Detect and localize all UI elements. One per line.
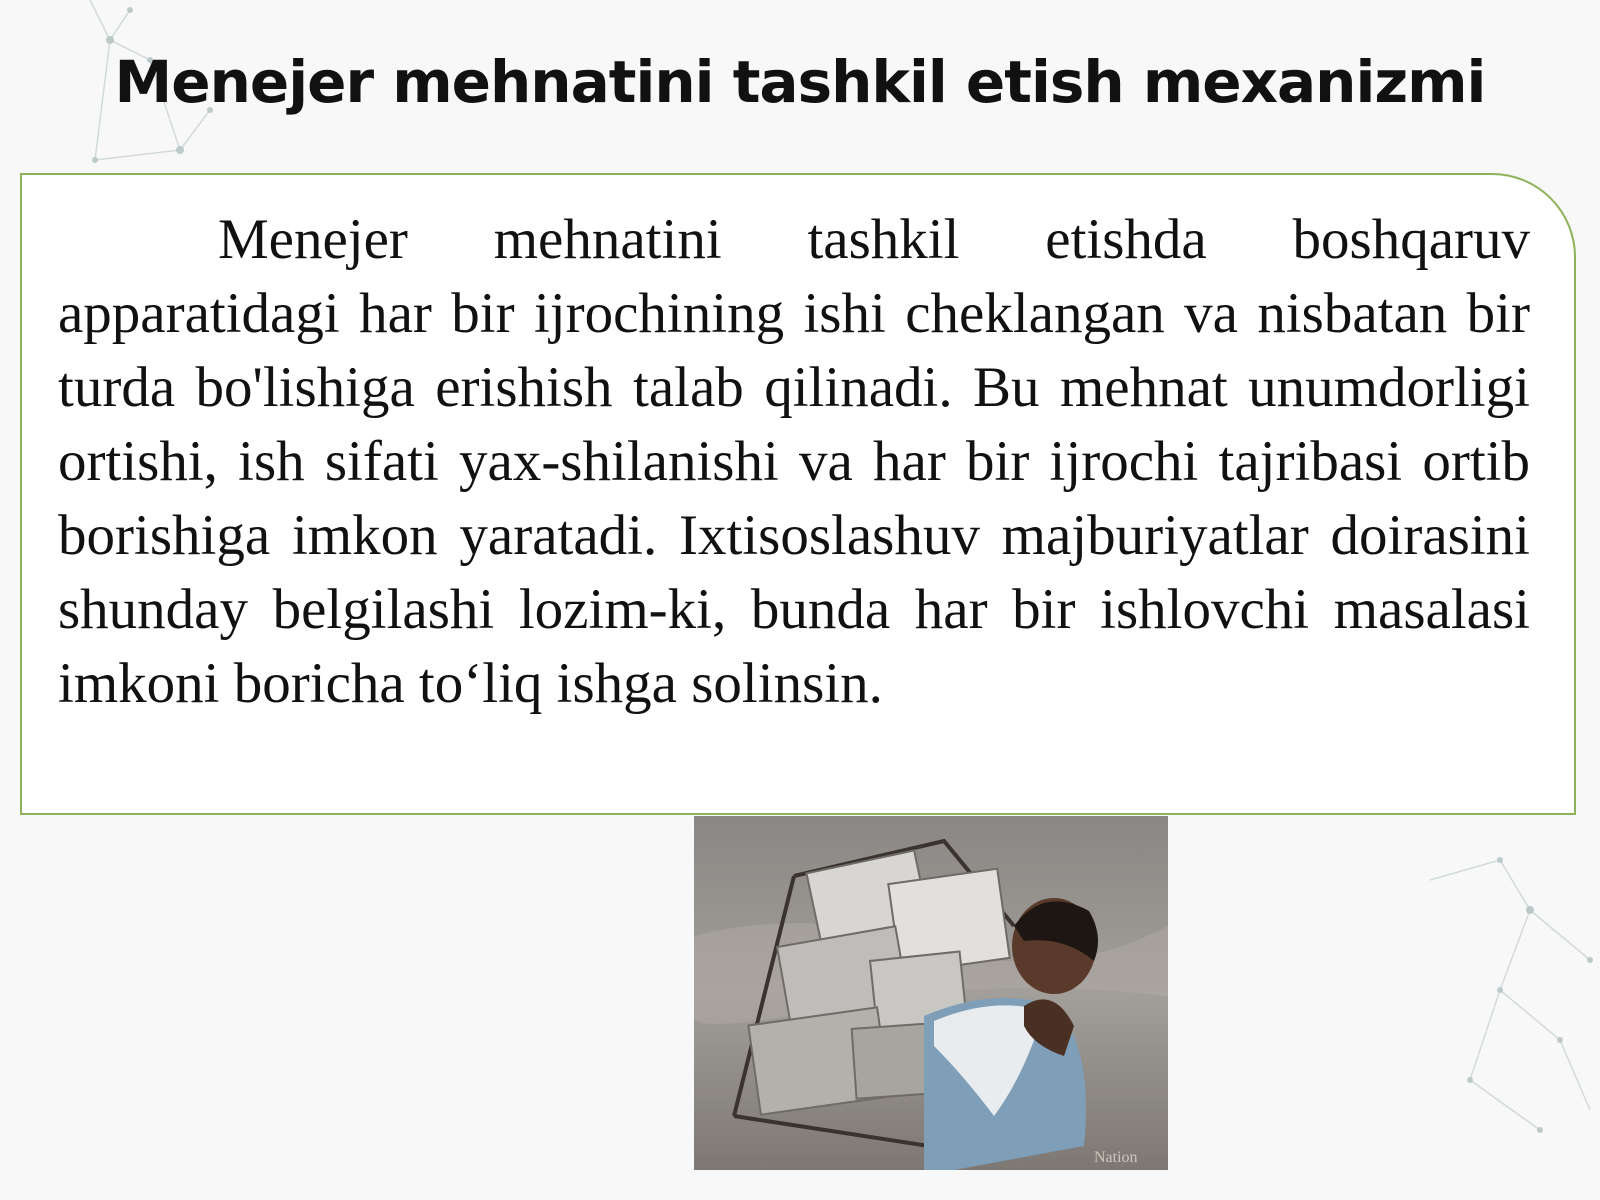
text-box	[20, 173, 1576, 815]
photo-watermark: Nation	[1094, 1149, 1138, 1166]
photo-man-carrying-bricks	[694, 816, 1168, 1170]
slide-title: Menejer mehnatini tashkil etish mexanizmi	[114, 48, 1486, 116]
body-paragraph: Menejer mehnatini tashkil etishda boshqaruv apparatidagi har bir ijrochining ishi cheklangan va nisbatan bir turda bo'lishiga erishish talab qilinadi. Bu mehnat unumdorligi ortishi, ish sifati yax-shilanishi va har bir ijrochi tajribasi ortib borishiga imkon yaratadi. Ixtisoslashuv majburiyatlar doirasini shunday belgilashi lozim-ki, bunda har bir ishlovchi masalasi imkoni boricha to‘liq ishga solinsin.	[58, 208, 1530, 715]
